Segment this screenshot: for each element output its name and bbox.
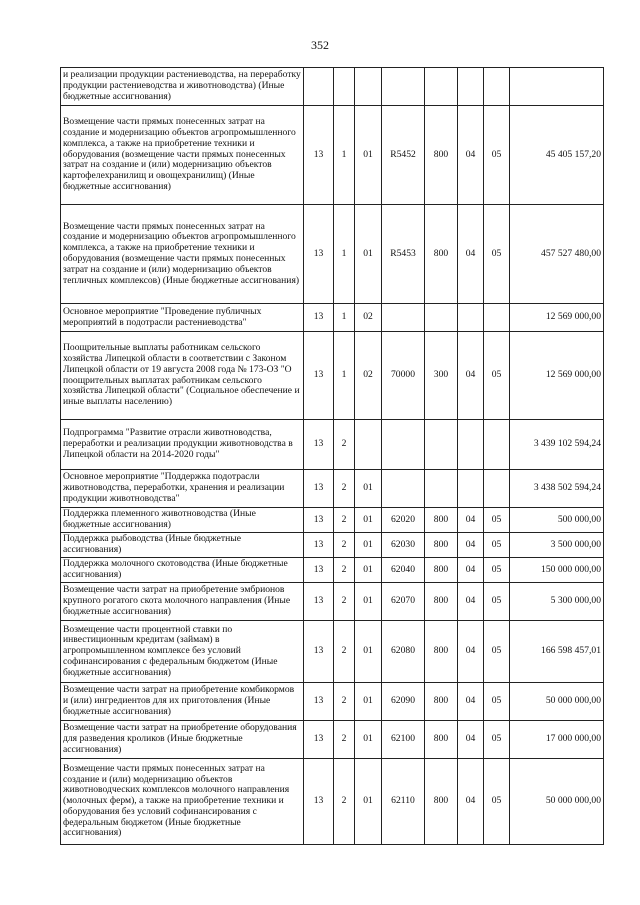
cell-description: Поощрительные выплаты работникам сельского хозяйства Липецкой области в соответствии с Законом Липецкой области от 19 августа 2008 года № 173-ОЗ "О поощрительных выплатах работникам сельского хозяйства Липецкой области" (Социальное обеспечение и иные выплаты населению) [61,332,304,420]
cell-direction: 62110 [382,759,425,845]
cell-subsection: 05 [484,583,510,621]
cell-program: 13 [304,558,334,583]
cell-measure: 02 [355,304,382,332]
cell-amount: 50 000 000,00 [510,759,604,845]
cell-measure: 02 [355,332,382,420]
cell-description: Подпрограмма "Развитие отрасли животноводства, переработки и реализации продукции животноводства в Липецкой области на 2014-2020 годы" [61,420,304,470]
cell-section: 04 [458,332,484,420]
cell-expense-type [425,470,458,508]
cell-amount: 12 569 000,00 [510,304,604,332]
cell-measure: 01 [355,721,382,759]
cell-amount: 166 598 457,01 [510,621,604,683]
table-row [61,683,604,721]
cell-subsection [484,304,510,332]
cell-subsection [484,470,510,508]
cell-section [458,420,484,470]
cell-measure: 01 [355,205,382,304]
cell-expense-type: 800 [425,558,458,583]
cell-direction: 62040 [382,558,425,583]
cell-subprogram: 1 [334,332,355,420]
cell-subsection: 05 [484,332,510,420]
cell-section: 04 [458,558,484,583]
cell-description: Возмещение части прямых понесенных затрат на создание и (или) модернизацию объектов животноводческих комплексов молочного направления (молочных ферм), а также на приобретение техники и оборудования без условий софинансирования с федеральным бюджетом (Иные бюджетные ассигнования) [61,759,304,845]
cell-amount: 3 439 102 594,24 [510,420,604,470]
cell-description: Возмещение части прямых понесенных затрат на создание и модернизацию объектов агропромышленного комплекса, а также на приобретение техники и оборудования (возмещение части прямых понесенных затрат на создание и (или) модернизацию объектов картофелехранилищ и овощехранилищ) (Иные бюджетные ассигнования) [61,106,304,205]
cell-expense-type: 800 [425,106,458,205]
cell-program: 13 [304,508,334,533]
cell-direction: 62080 [382,621,425,683]
cell-program: 13 [304,721,334,759]
cell-expense-type [425,68,458,106]
cell-program: 13 [304,683,334,721]
cell-subsection: 05 [484,508,510,533]
cell-amount: 5 300 000,00 [510,583,604,621]
cell-subprogram: 2 [334,420,355,470]
cell-expense-type: 800 [425,508,458,533]
cell-description: Возмещение части прямых понесенных затрат на создание и модернизацию объектов агропромышленного комплекса, а также на приобретение техники и оборудования (возмещение части прямых понесенных затрат на создание и (или) модернизацию объектов тепличных комплексов) (Иные бюджетные ассигнования) [61,205,304,304]
cell-program: 13 [304,205,334,304]
cell-expense-type: 800 [425,583,458,621]
cell-subsection: 05 [484,106,510,205]
cell-direction [382,420,425,470]
cell-program: 13 [304,420,334,470]
cell-direction [382,470,425,508]
cell-description: Поддержка племенного животноводства (Иные бюджетные ассигнования) [61,508,304,533]
cell-measure: 01 [355,106,382,205]
table-row [61,470,604,508]
table-row [61,759,604,845]
cell-measure: 01 [355,583,382,621]
cell-amount: 17 000 000,00 [510,721,604,759]
cell-subsection: 05 [484,558,510,583]
cell-subprogram: 2 [334,508,355,533]
table-row [61,621,604,683]
cell-direction [382,68,425,106]
cell-direction: R5453 [382,205,425,304]
cell-amount: 3 500 000,00 [510,533,604,558]
cell-description: Основное мероприятие "Проведение публичных мероприятий в подотрасли растениеводства" [61,304,304,332]
cell-amount [510,68,604,106]
cell-program [304,68,334,106]
cell-expense-type: 800 [425,533,458,558]
cell-section: 04 [458,106,484,205]
table-row [61,304,604,332]
cell-section: 04 [458,583,484,621]
cell-section [458,68,484,106]
cell-expense-type: 300 [425,332,458,420]
cell-program: 13 [304,106,334,205]
cell-measure [355,68,382,106]
cell-description: Основное мероприятие "Поддержка подотрасли животноводства, переработки, хранения и реализации продукции животноводства" [61,470,304,508]
table-row [61,721,604,759]
cell-subsection: 05 [484,533,510,558]
cell-section [458,304,484,332]
cell-section: 04 [458,721,484,759]
cell-program: 13 [304,533,334,558]
cell-expense-type [425,420,458,470]
cell-description: Поддержка рыбоводства (Иные бюджетные ассигнования) [61,533,304,558]
cell-measure: 01 [355,759,382,845]
table-row [61,332,604,420]
cell-direction [382,304,425,332]
cell-section [458,470,484,508]
cell-amount: 45 405 157,20 [510,106,604,205]
budget-table-body [61,68,604,845]
table-row [61,68,604,106]
table-row [61,583,604,621]
cell-description: Поддержка молочного скотоводства (Иные бюджетные ассигнования) [61,558,304,583]
cell-direction: 62020 [382,508,425,533]
cell-subprogram: 1 [334,205,355,304]
cell-subsection [484,420,510,470]
cell-amount: 50 000 000,00 [510,683,604,721]
cell-subprogram: 2 [334,558,355,583]
cell-expense-type: 800 [425,205,458,304]
cell-amount: 3 438 502 594,24 [510,470,604,508]
table-row [61,558,604,583]
cell-expense-type: 800 [425,621,458,683]
table-row [61,533,604,558]
cell-subprogram: 2 [334,583,355,621]
cell-direction: 70000 [382,332,425,420]
cell-section: 04 [458,533,484,558]
cell-measure: 01 [355,470,382,508]
cell-description: Возмещение части процентной ставки по инвестиционным кредитам (займам) в агропромышленном комплексе без условий софинансирования с федеральным бюджетом (Иные бюджетные ассигнования) [61,621,304,683]
cell-direction: 62090 [382,683,425,721]
table-row [61,508,604,533]
cell-description: Возмещение части затрат на приобретение эмбрионов крупного рогатого скота молочного направления (Иные бюджетные ассигнования) [61,583,304,621]
cell-subprogram [334,68,355,106]
budget-table [60,67,604,845]
table-row [61,106,604,205]
cell-section: 04 [458,759,484,845]
table-row [61,205,604,304]
cell-program: 13 [304,759,334,845]
cell-subprogram: 2 [334,533,355,558]
cell-subprogram: 2 [334,759,355,845]
cell-amount: 12 569 000,00 [510,332,604,420]
cell-expense-type: 800 [425,683,458,721]
page-number: 352 [311,38,329,52]
cell-subsection: 05 [484,721,510,759]
cell-section: 04 [458,621,484,683]
cell-subsection: 05 [484,205,510,304]
cell-subsection: 05 [484,759,510,845]
cell-expense-type: 800 [425,759,458,845]
cell-amount: 500 000,00 [510,508,604,533]
cell-direction: 62100 [382,721,425,759]
cell-description: Возмещение части затрат на приобретение оборудования для разведения кроликов (Иные бюджетные ассигнования) [61,721,304,759]
cell-expense-type: 800 [425,721,458,759]
cell-measure: 01 [355,558,382,583]
cell-measure: 01 [355,621,382,683]
cell-subprogram: 2 [334,470,355,508]
cell-amount: 150 000 000,00 [510,558,604,583]
cell-description: и реализации продукции растениеводства, на переработку продукции растениеводства и животноводства) (Иные бюджетные ассигнования) [61,68,304,106]
table-row [61,420,604,470]
cell-subprogram: 2 [334,721,355,759]
cell-program: 13 [304,470,334,508]
cell-program: 13 [304,304,334,332]
cell-expense-type [425,304,458,332]
cell-subsection: 05 [484,683,510,721]
cell-section: 04 [458,205,484,304]
cell-subsection [484,68,510,106]
cell-description: Возмещение части затрат на приобретение комбикормов и (или) ингредиентов для их приготовления (Иные бюджетные ассигнования) [61,683,304,721]
cell-measure: 01 [355,508,382,533]
cell-direction: 62070 [382,583,425,621]
cell-section: 04 [458,683,484,721]
cell-direction: R5452 [382,106,425,205]
cell-amount: 457 527 480,00 [510,205,604,304]
cell-program: 13 [304,583,334,621]
cell-measure [355,420,382,470]
cell-subprogram: 2 [334,621,355,683]
cell-measure: 01 [355,683,382,721]
cell-program: 13 [304,332,334,420]
cell-subprogram: 1 [334,304,355,332]
cell-measure: 01 [355,533,382,558]
cell-section: 04 [458,508,484,533]
cell-subprogram: 1 [334,106,355,205]
cell-subsection: 05 [484,621,510,683]
cell-subprogram: 2 [334,683,355,721]
cell-program: 13 [304,621,334,683]
cell-direction: 62030 [382,533,425,558]
